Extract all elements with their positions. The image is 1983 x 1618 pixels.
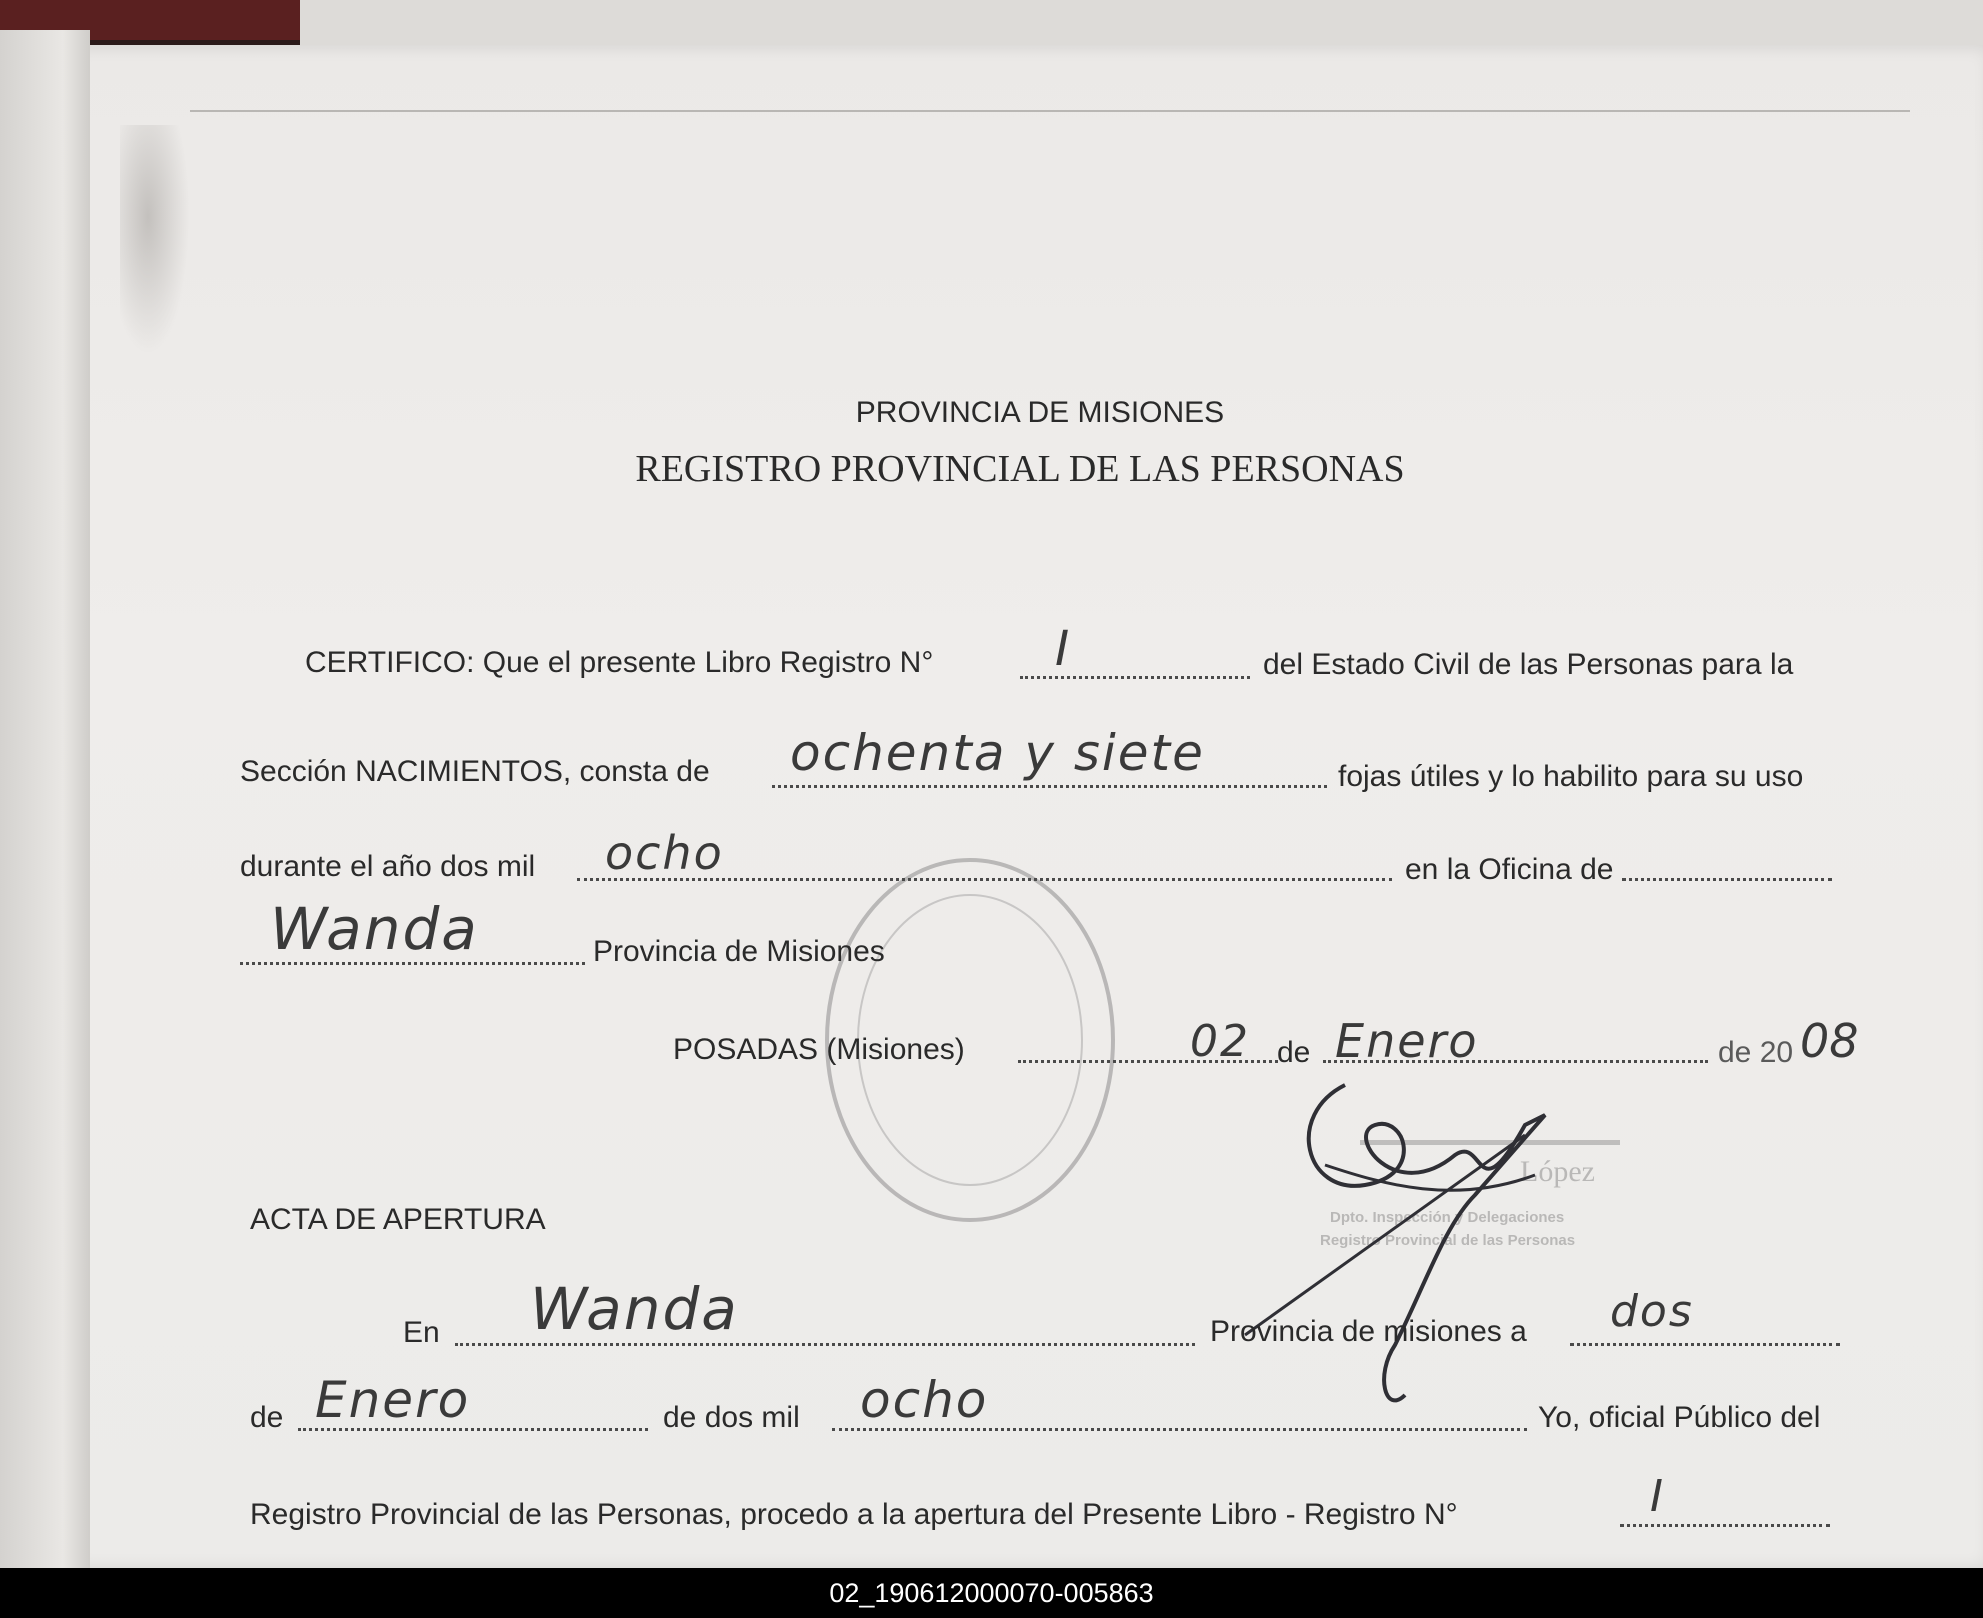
day-word-handwritten: dos [1610,1286,1694,1337]
month-handwritten-2: Enero [315,1371,471,1429]
de-dos-mil-text: de dos mil [663,1401,800,1434]
provincia-a-text: Provincia de misiones a [1210,1315,1527,1348]
oficial-text: Yo, oficial Público del [1538,1401,1821,1434]
city-label: POSADAS (Misiones) [673,1033,965,1066]
year-suffix-handwritten: 08 [1800,1014,1859,1068]
fojas-text: fojas útiles y lo habilito para su uso [1338,760,1804,793]
acta-title: ACTA DE APERTURA [250,1203,546,1236]
last-line-text: Registro Provincial de las Personas, procedo a la apertura del Presente Libro - Registro N° [250,1498,1458,1531]
provincia-text: Provincia de Misiones [593,935,885,968]
day-word-blank [1570,1343,1840,1346]
certifico-text: CERTIFICO: Que el presente Libro Registro N° [305,646,934,679]
year-word-handwritten: ocho [605,826,724,880]
stamp-line-2: Registro Provincial de las Personas [1320,1232,1576,1249]
oficina-blank [1622,878,1832,881]
month-handwritten: Enero [1335,1014,1479,1068]
estado-civil-text: del Estado Civil de las Personas para la [1263,648,1794,681]
province-heading: PROVINCIA DE MISIONES [855,396,1225,429]
de-label: de [1277,1036,1311,1069]
caption-bar: 02_190612000070-005863 [0,1568,1983,1618]
stamp-line-1: Dpto. Inspección y Delegaciones [1330,1209,1565,1226]
smudge-mark [120,125,190,355]
place-handwritten: Wanda [530,1275,739,1343]
durante-text: durante el año dos mil [240,850,536,883]
pages-count-blank [772,785,1327,788]
year-prefix: de 20 [1718,1036,1794,1069]
stamp-name: López [1520,1155,1595,1188]
en-label: En [403,1316,440,1349]
seccion-text: Sección NACIMIENTOS, consta de [240,755,710,788]
registry-heading: REGISTRO PROVINCIAL DE LAS PERSONAS [635,448,1405,490]
day-handwritten: 02 [1190,1016,1250,1067]
book-number-blank-2 [1620,1524,1830,1527]
page-edge-line [190,110,1910,112]
pages-count-handwritten: ochenta y siete [790,724,1205,782]
oficina-text: en la Oficina de [1405,853,1614,886]
signature [1225,1055,1645,1425]
book-number-handwritten-2: I [1650,1471,1665,1522]
office-handwritten: Wanda [270,895,479,963]
year-handwritten-2: ocho [860,1371,989,1429]
place-blank [455,1343,1195,1346]
document-page [62,45,1983,1570]
book-number-handwritten: I [1055,621,1072,677]
left-page-edge [0,30,90,1570]
de-label-2: de [250,1401,284,1434]
